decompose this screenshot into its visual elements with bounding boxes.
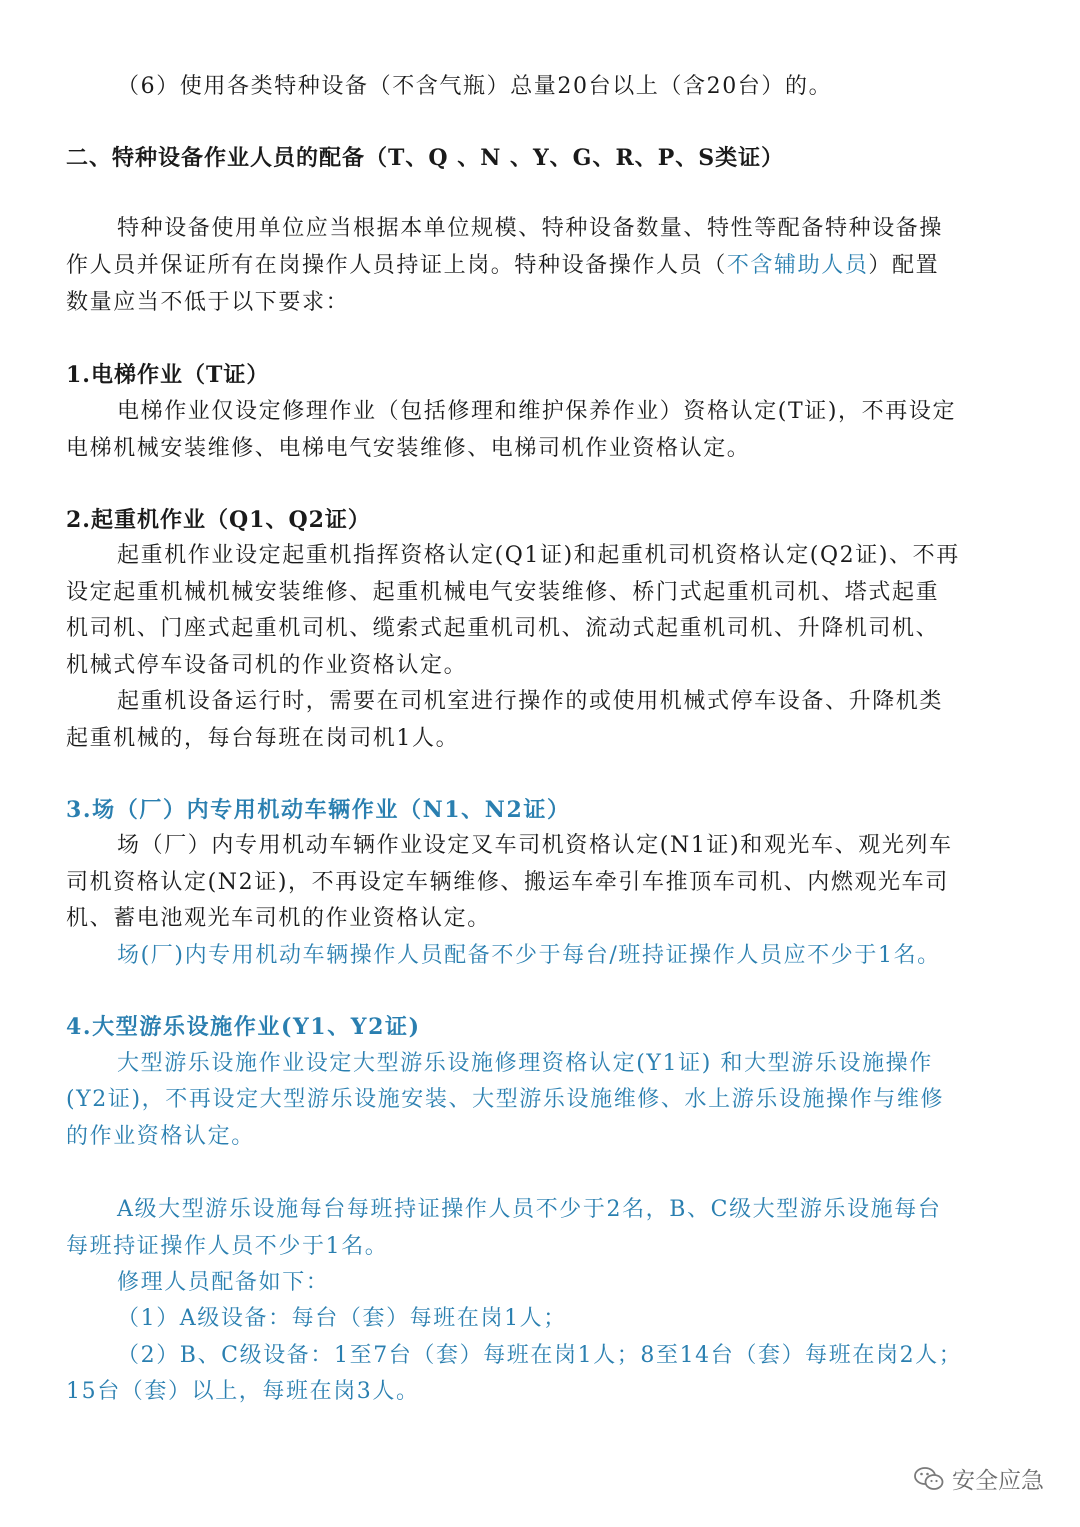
subsection-title-crane: 2.起重机作业（Q1、Q2证）	[66, 507, 371, 533]
wechat-icon	[914, 1466, 944, 1492]
paragraph-intro-line3: 数量应当不低于以下要求：	[66, 290, 350, 315]
paragraph-crane-line5: 起重机设备运行时，需要在司机室进行操作的或使用机械式停车设备、升降机类	[117, 689, 944, 714]
subsection-title-vehicle: 3.场（厂）内专用机动车辆作业（N1、N2证）	[66, 797, 571, 823]
paragraph-elevator-line1: 电梯作业仅设定修理作业（包括修理和维护保养作业）资格认定(T证)，不再设定	[117, 399, 957, 424]
paragraph-amusement-line6: 修理人员配备如下：	[117, 1270, 330, 1295]
paragraph-elevator-line2: 电梯机械安装维修、电梯电气安装维修、电梯司机作业资格认定。	[66, 436, 751, 461]
watermark-text: 安全应急	[952, 1468, 1044, 1494]
list-item-a-class: （1）A级设备：每台（套）每班在岗1人；	[117, 1306, 567, 1331]
paragraph-amusement-line1: 大型游乐设施作业设定大型游乐设施修理资格认定(Y1证) 和大型游乐设施操作	[117, 1051, 933, 1076]
paragraph-intro-line1: 特种设备使用单位应当根据本单位规模、特种设备数量、特性等配备特种设备操	[117, 216, 944, 241]
paragraph-vehicle-line2: 司机资格认定(N2证)，不再设定车辆维修、搬运车牵引车推顶车司机、内燃观光车司	[66, 870, 949, 895]
list-item-bc-class: （2）B、C级设备：1至7台（套）每班在岗1人；8至14台（套）每班在岗2人；	[117, 1343, 963, 1368]
paragraph-vehicle-line4: 场(厂)内专用机动车辆操作人员配备不少于每台/班持证操作人员应不少于1名。	[117, 943, 941, 968]
subsection-title-amusement: 4.大型游乐设施作业(Y1、Y2证)	[66, 1014, 421, 1040]
paragraph-intro-text: 作人员并保证所有在岗操作人员持证上岗。特种设备操作人员（	[66, 253, 727, 278]
list-item-bc-class-cont: 15台（套）以上，每班在岗3人。	[66, 1379, 420, 1404]
paragraph-amusement-line4: A级大型游乐设施每台每班持证操作人员不少于2名，B、C级大型游乐设施每台	[117, 1197, 942, 1222]
paragraph-crane-line3: 机司机、门座式起重机司机、缆索式起重机司机、流动式起重机司机、升降机司机、	[66, 616, 940, 641]
paragraph-intro-line2	[66, 251, 1016, 281]
list-item-6: （6）使用各类特种设备（不含气瓶）总量20台以上（含20台）的。	[117, 74, 833, 99]
paragraph-vehicle-line1: 场（厂）内专用机动车辆作业设定叉车司机资格认定(N1证)和观光车、观光列车	[117, 833, 953, 858]
paragraph-crane-line6: 起重机械的，每台每班在岗司机1人。	[66, 726, 460, 751]
paragraph-crane-line4: 机械式停车设备司机的作业资格认定。	[66, 653, 468, 678]
subsection-title-elevator: 1.电梯作业（T证）	[66, 362, 270, 388]
paragraph-crane-line2: 设定起重机械机械安装维修、起重机械电气安装维修、桥门式起重机司机、塔式起重	[66, 580, 940, 605]
paragraph-amusement-line3: 的作业资格认定。	[66, 1124, 255, 1149]
highlight-text: 不含辅助人员	[726, 253, 869, 278]
paragraph-intro-text-end: ）配置	[868, 253, 940, 278]
paragraph-vehicle-line3: 机、蓄电池观光车司机的作业资格认定。	[66, 906, 491, 931]
watermark	[914, 1462, 1044, 1495]
section-heading-2: 二、特种设备作业人员的配备（T、Q 、N 、Y、G、R、P、S类证）	[66, 145, 785, 171]
paragraph-amusement-line2: (Y2证)，不再设定大型游乐设施安装、大型游乐设施维修、水上游乐设施操作与维修	[66, 1087, 945, 1112]
paragraph-crane-line1: 起重机作业设定起重机指挥资格认定(Q1证)和起重机司机资格认定(Q2证)、不再	[117, 543, 960, 568]
paragraph-amusement-line5: 每班持证操作人员不少于1名。	[66, 1234, 389, 1259]
